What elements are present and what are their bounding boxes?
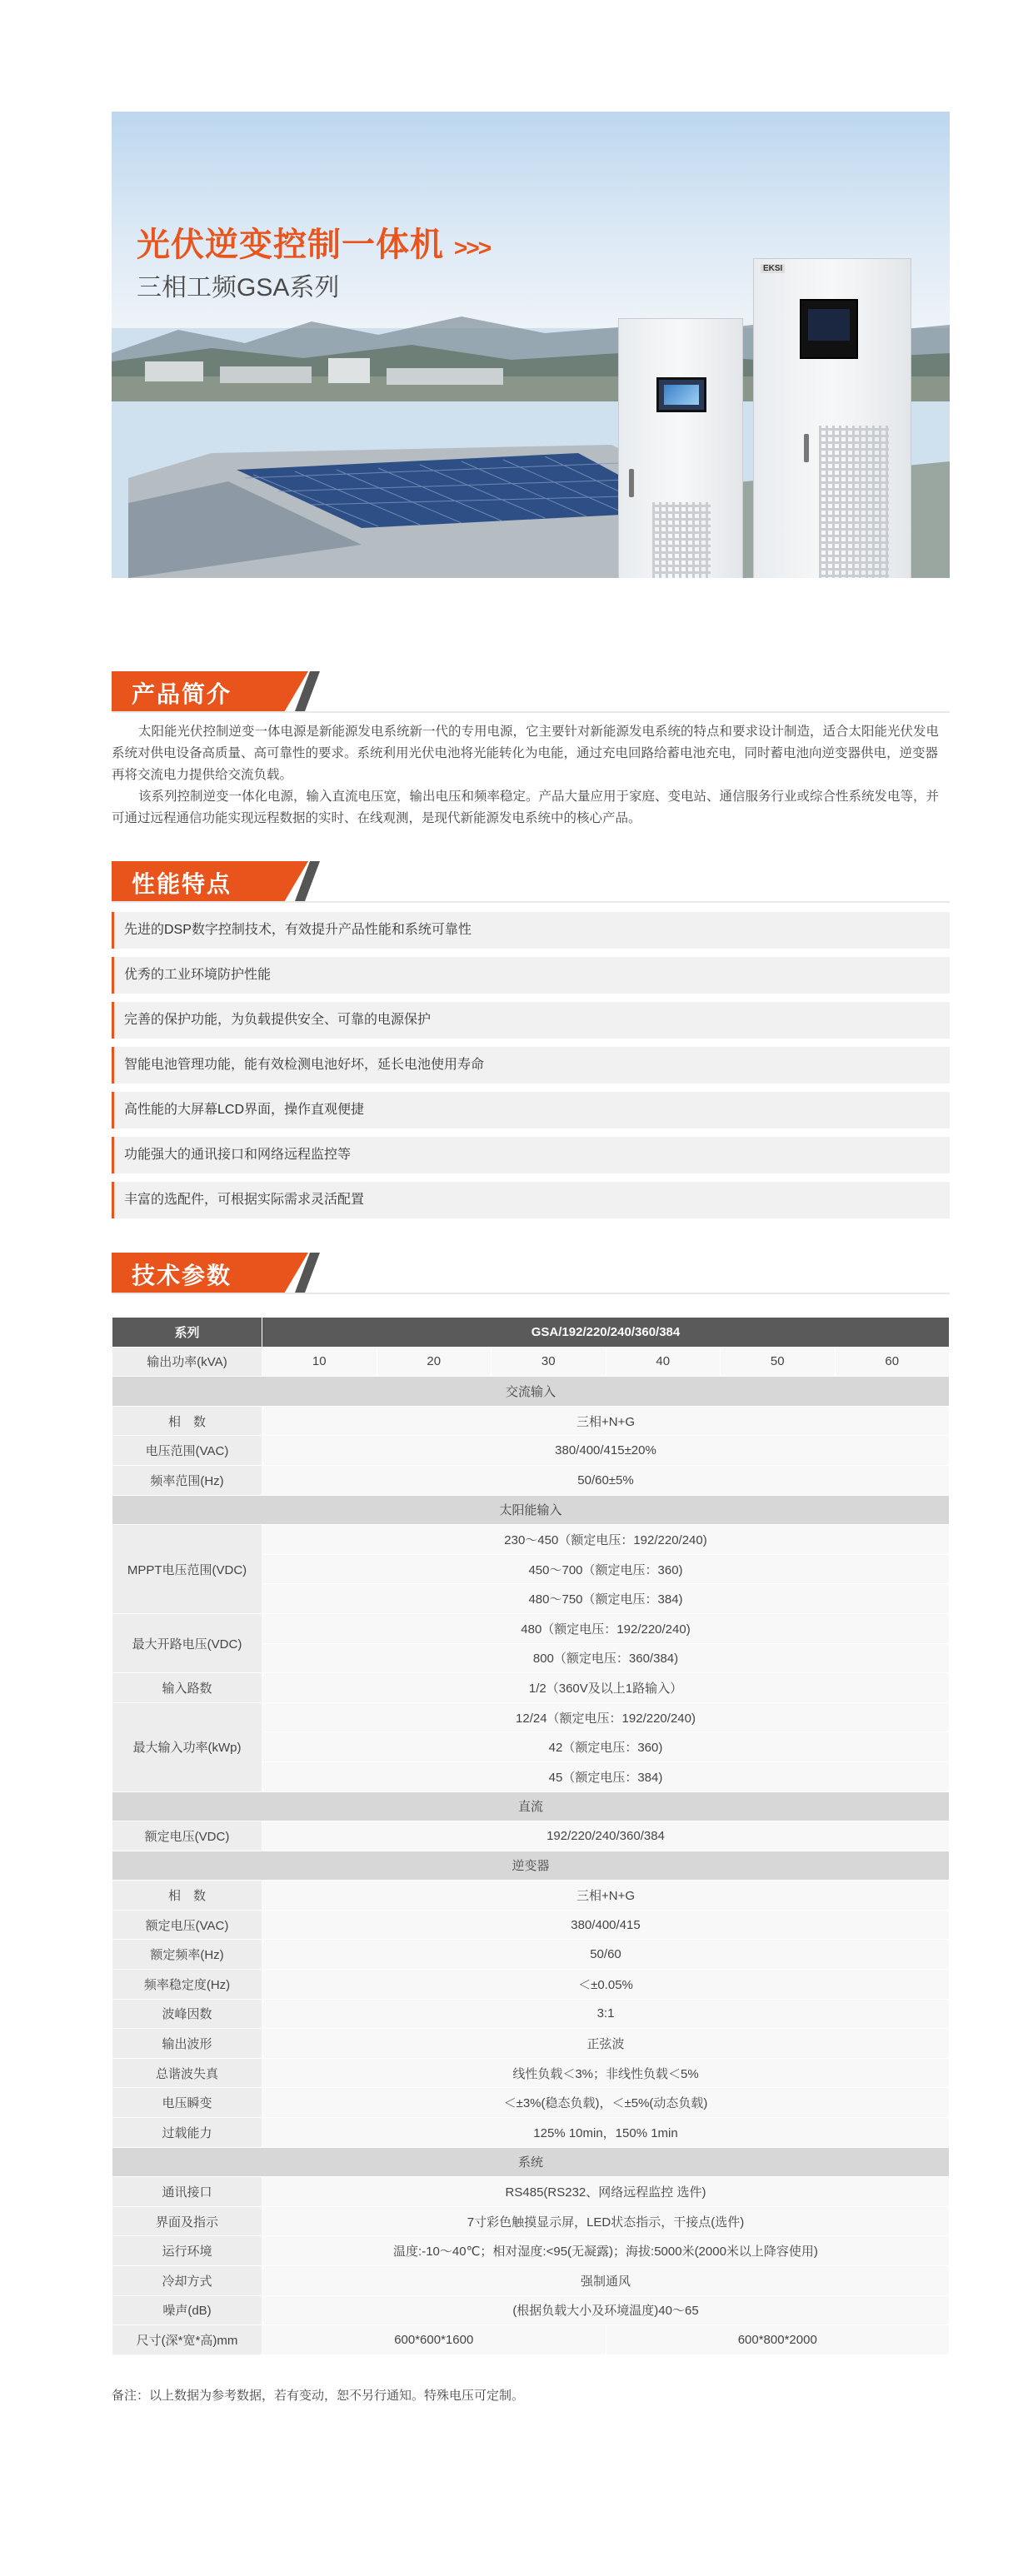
table-group-row (112, 1377, 950, 1407)
table-group-row (112, 1851, 950, 1881)
table-row (112, 2236, 950, 2266)
table-cell: 强制通风 (262, 2266, 950, 2296)
section-header-features (112, 861, 950, 904)
table-cell: 192/220/240/360/384 (262, 1821, 950, 1851)
vent-grille-icon (652, 502, 711, 578)
table-cell: 480～750（额定电压：384) (262, 1584, 950, 1614)
row-label: 通讯接口 (112, 2177, 262, 2207)
hero-banner (112, 112, 950, 578)
feature-list (112, 912, 950, 1227)
table-row (112, 1613, 950, 1643)
feature-item: 先进的DSP数字控制技术，有效提升产品性能和系统可靠性 (112, 912, 950, 949)
table-cell: 230～450（额定电压：192/220/240) (262, 1525, 950, 1555)
row-label: 电压范围(VAC) (112, 1436, 262, 1466)
divider (112, 1293, 950, 1294)
table-cell: 450～700（额定电压：360) (262, 1554, 950, 1584)
table-cell: 10 (262, 1347, 377, 1377)
row-label: 相 数 (112, 1406, 262, 1436)
group-title: 逆变器 (112, 1851, 950, 1881)
door-handle-icon (804, 434, 809, 462)
table-cell: 480（额定电压：192/220/240) (262, 1613, 950, 1643)
section-header-intro (112, 671, 950, 715)
table-row (112, 1999, 950, 2029)
table-row (112, 1702, 950, 1732)
intro-text (112, 721, 950, 830)
table-cell: 20 (377, 1347, 492, 1377)
group-title: 直流 (112, 1791, 950, 1821)
row-label: 电压瞬变 (112, 2088, 262, 2118)
table-cell: 7寸彩色触摸显示屏，LED状态指示，干接点(选件) (262, 2206, 950, 2236)
row-label: 额定频率(Hz) (112, 1940, 262, 1970)
feature-item: 高性能的大屏幕LCD界面，操作直观便捷 (112, 1092, 950, 1129)
table-cell: 线性负载＜3%；非线性负载＜5% (262, 2058, 950, 2088)
table-cell: 1/2（360V及以上1路输入） (262, 1673, 950, 1703)
table-cell: 12/24（额定电压：192/220/240) (262, 1702, 950, 1732)
lcd-screen-icon (800, 299, 858, 359)
group-title: 系统 (112, 2147, 950, 2177)
table-row (112, 2325, 950, 2355)
feature-item: 优秀的工业环境防护性能 (112, 957, 950, 994)
section-title: 技术参数 (132, 1263, 232, 1288)
row-label: 尺寸(深*宽*高)mm (112, 2325, 262, 2355)
table-header-row (112, 1318, 950, 1348)
table-cell: 30 (492, 1347, 606, 1377)
door-handle-icon (629, 469, 634, 497)
row-label: 冷却方式 (112, 2266, 262, 2296)
chevron-right-icon: >>> (454, 235, 491, 261)
inverter-cabinet-large (753, 258, 911, 578)
table-cell: 50/60 (262, 1940, 950, 1970)
footnote: 备注：以上数据为参考数据，若有变动，恕不另行通知。特殊电压可定制。 (112, 2389, 525, 2403)
row-label: 输入路数 (112, 1673, 262, 1703)
table-header-cell: GSA/192/220/240/360/384 (262, 1318, 950, 1348)
row-label: 运行环境 (112, 2236, 262, 2266)
table-cell: 三相+N+G (262, 1881, 950, 1911)
row-label: 最大开路电压(VDC) (112, 1613, 262, 1672)
table-cell: 125% 10min，150% 1min (262, 2118, 950, 2148)
section-title: 性能特点 (132, 871, 232, 897)
row-label: 噪声(dB) (112, 2295, 262, 2325)
feature-item: 丰富的选配件，可根据实际需求灵活配置 (112, 1182, 950, 1218)
row-label: 最大输入功率(kWp) (112, 1702, 262, 1791)
feature-item: 功能强大的通讯接口和网络远程监控等 (112, 1137, 950, 1173)
table-header-cell: 系列 (112, 1318, 262, 1348)
table-row (112, 1525, 950, 1555)
row-label: 额定电压(VAC) (112, 1910, 262, 1940)
row-label: 波峰因数 (112, 1999, 262, 2029)
table-row (112, 2266, 950, 2296)
table-cell: 600*800*2000 (606, 2325, 950, 2355)
table-row (112, 2029, 950, 2059)
table-row (112, 2206, 950, 2236)
table-cell: (根据负载大小及环境温度)40～65 (262, 2295, 950, 2325)
table-cell: 40 (606, 1347, 721, 1377)
row-label: MPPT电压范围(VDC) (112, 1525, 262, 1614)
row-label: 输出波形 (112, 2029, 262, 2059)
table-cell: 800（额定电压：360/384) (262, 1643, 950, 1673)
table-group-row (112, 2147, 950, 2177)
hero-subtitle: 三相工频GSA系列 (137, 274, 340, 301)
table-row (112, 1347, 950, 1377)
row-label: 界面及指示 (112, 2206, 262, 2236)
row-label: 额定电压(VDC) (112, 1821, 262, 1851)
group-title: 交流输入 (112, 1377, 950, 1407)
table-row (112, 1910, 950, 1940)
section-header-spec (112, 1253, 950, 1296)
intro-paragraph: 太阳能光伏控制逆变一体电源是新能源发电系统新一代的专用电源，它主要针对新能源发电系统的特点和要求设计制造，适合太阳能光伏发电系统对供电设备高质量、高可靠性的要求。系统利用光伏电池将光能转化为电能，通过充电回路给蓄电池充电，同时蓄电池向逆变器供电，逆变器再将交流电力提供给交流负载。 (112, 725, 940, 782)
table-cell: ＜±3%(稳态负载)，＜±5%(动态负载) (262, 2088, 950, 2118)
group-title: 太阳能输入 (112, 1495, 950, 1525)
table-row (112, 1465, 950, 1495)
vent-grille-icon (819, 426, 889, 578)
brand-logo: EKSI (761, 264, 785, 273)
table-cell: 3:1 (262, 1999, 950, 2029)
row-label: 输出功率(kVA) (112, 1347, 262, 1377)
table-cell: 三相+N+G (262, 1406, 950, 1436)
table-cell: 50/60±5% (262, 1465, 950, 1495)
row-label: 频率稳定度(Hz) (112, 1970, 262, 2000)
intro-paragraph: 该系列控制逆变一体化电源，输入直流电压宽，输出电压和频率稳定。产品大量应用于家庭、变电站、通信服务行业或综合性系统发电等，并可通过远程通信功能实现远程数据的实时、在线观测，是现代新能源发电系统中的核心产品。 (112, 790, 940, 825)
table-row (112, 2058, 950, 2088)
section-title: 产品简介 (132, 681, 232, 707)
table-row (112, 1673, 950, 1703)
table-cell: 380/400/415 (262, 1910, 950, 1940)
table-cell: 正弦波 (262, 2029, 950, 2059)
table-row (112, 2118, 950, 2148)
table-row (112, 1406, 950, 1436)
spec-table (112, 1317, 950, 2355)
table-row (112, 2177, 950, 2207)
divider (112, 901, 950, 903)
table-cell: 600*600*1600 (262, 2325, 606, 2355)
table-cell: RS485(RS232、网络远程监控 选件) (262, 2177, 950, 2207)
table-cell: 42（额定电压：360) (262, 1732, 950, 1762)
table-row (112, 1940, 950, 1970)
table-row (112, 2295, 950, 2325)
table-row (112, 1881, 950, 1911)
table-cell: 温度:-10～40℃；相对湿度:<95(无凝露)；海拔:5000米(2000米以上降容使用) (262, 2236, 950, 2266)
table-row (112, 1436, 950, 1466)
hero-title: 光伏逆变控制一体机 >>> (137, 227, 491, 263)
row-label: 总谐波失真 (112, 2058, 262, 2088)
row-label: 频率范围(Hz) (112, 1465, 262, 1495)
row-label: 过载能力 (112, 2118, 262, 2148)
lcd-screen-icon (656, 377, 706, 412)
table-group-row (112, 1791, 950, 1821)
table-cell: 50 (721, 1347, 836, 1377)
inverter-cabinet-small (618, 318, 743, 578)
table-cell: ＜±0.05% (262, 1970, 950, 2000)
table-cell: 380/400/415±20% (262, 1436, 950, 1466)
feature-item: 完善的保护功能，为负载提供安全、可靠的电源保护 (112, 1002, 950, 1039)
row-label: 相 数 (112, 1881, 262, 1911)
table-cell: 60 (835, 1347, 950, 1377)
table-row (112, 1821, 950, 1851)
divider (112, 711, 950, 713)
feature-item: 智能电池管理功能，能有效检测电池好坏，延长电池使用寿命 (112, 1047, 950, 1084)
table-group-row (112, 1495, 950, 1525)
table-row (112, 1970, 950, 2000)
table-row (112, 2088, 950, 2118)
table-cell: 45（额定电压：384) (262, 1761, 950, 1791)
